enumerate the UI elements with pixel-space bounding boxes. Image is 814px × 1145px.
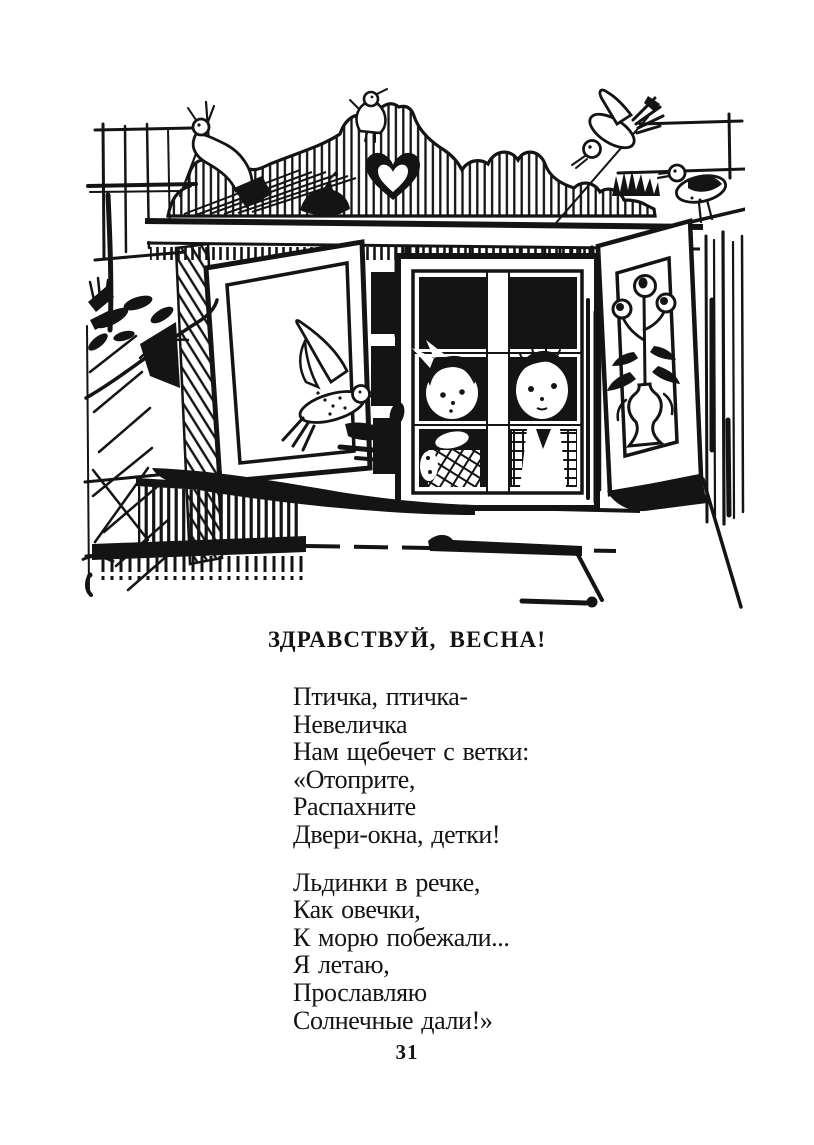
window	[398, 256, 597, 508]
poem-line: Как овечки,	[293, 895, 421, 925]
right-shutter	[598, 221, 701, 494]
poem-line: Прославляю	[293, 977, 427, 1007]
poem-line: Двери-окна, детки!	[293, 819, 501, 849]
window-illustration	[80, 85, 745, 612]
poem-line: Я летаю,	[293, 950, 390, 980]
poem-line: «Отоприте,	[293, 764, 416, 794]
poem-line: К морю побежали...	[293, 922, 510, 952]
poem-line: Льдинки в речке,	[293, 867, 480, 897]
poem-line: Птичка, птичка-	[293, 682, 468, 711]
poem-title: ЗДРАВСТВУЙ, ВЕСНА!	[267, 627, 547, 652]
stanza-2	[293, 869, 529, 1035]
right-wall-posts	[706, 232, 743, 524]
poem-line: Невеличка	[293, 709, 408, 739]
window-gap-panes	[371, 272, 396, 474]
poem-line: Распахните	[293, 792, 416, 822]
poem-line: Нам щебечет с ветки:	[293, 737, 529, 767]
page-number: 31	[395, 1040, 419, 1064]
poem-text	[293, 683, 529, 1034]
stanza-1	[293, 683, 529, 849]
poem-line: Солнечные дали!»	[293, 1005, 493, 1035]
